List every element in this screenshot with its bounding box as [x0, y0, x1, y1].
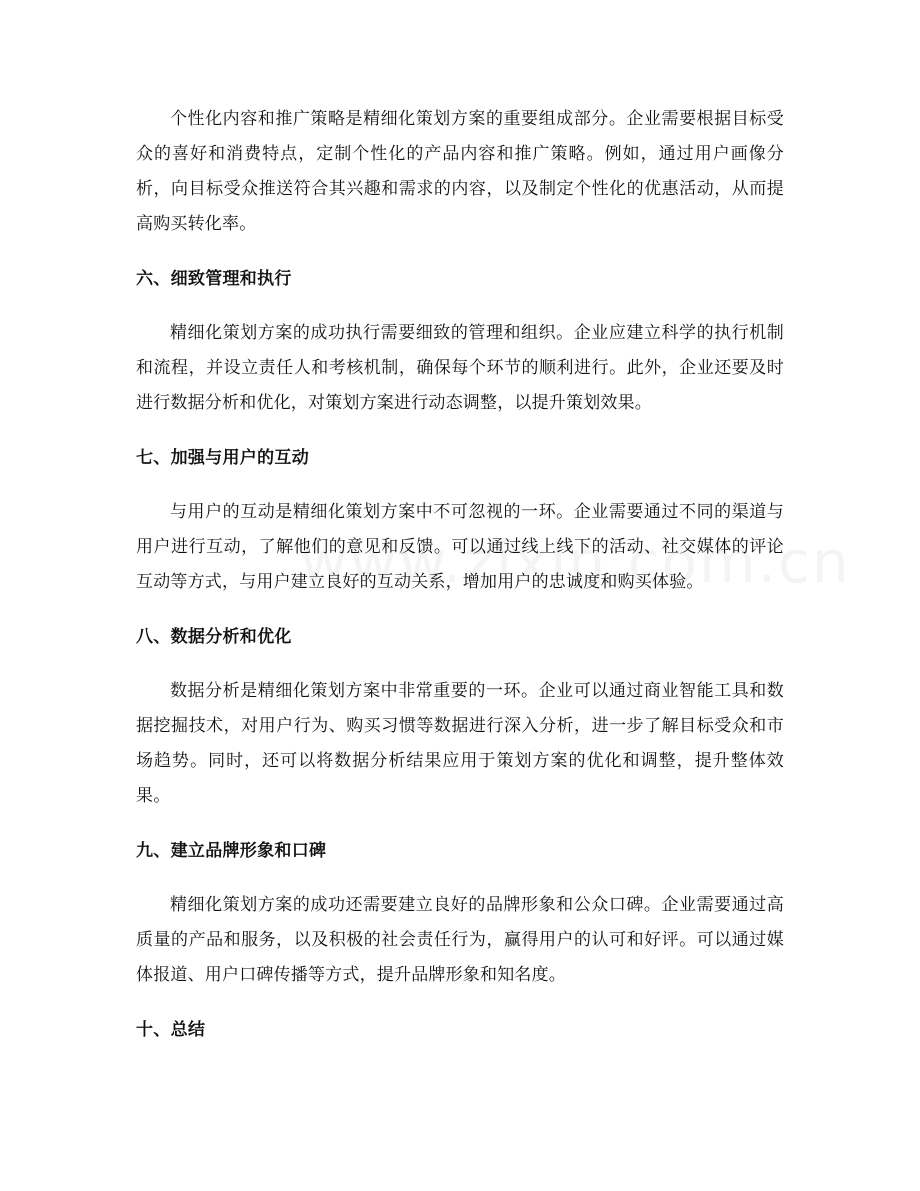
paragraph-section-7: 与用户的互动是精细化策划方案中不可忽视的一环。企业需要通过不同的渠道与用户进行互动，了解他们的意见和反馈。可以通过线上线下的活动、社交媒体的评论互动等方式，与用户建立良好的互动关系，增加用户的忠诚度和购买体验。 — [136, 502, 784, 592]
heading-section-8: 八、数据分析和优化 — [136, 627, 292, 647]
heading-section-7: 七、加强与用户的互动 — [136, 448, 309, 468]
heading-section-10: 十、总结 — [136, 1020, 206, 1040]
document-body — [136, 102, 784, 1048]
paragraph-section-8: 数据分析是精细化策划方案中非常重要的一环。企业可以通过商业智能工具和数据挖掘技术，对用户行为、购买习惯等数据进行深入分析，进一步了解目标受众和市场趋势。同时，还可以将数据分析结果应用于策划方案的优化和调整，提升整体效果。 — [136, 681, 784, 806]
heading-section-9: 九、建立品牌形象和口碑 — [136, 841, 327, 861]
paragraph-personalized-content: 个性化内容和推广策略是精细化策划方案的重要组成部分。企业需要根据目标受众的喜好和消费特点，定制个性化的产品内容和推广策略。例如，通过用户画像分析，向目标受众推送符合其兴趣和需求的内容，以及制定个性化的优惠活动，从而提高购买转化率。 — [136, 109, 784, 234]
heading-section-6: 六、细致管理和执行 — [136, 269, 292, 289]
paragraph-section-6: 精细化策划方案的成功执行需要细致的管理和组织。企业应建立科学的执行机制和流程，并设立责任人和考核机制，确保每个环节的顺利进行。此外，企业还要及时进行数据分析和优化，对策划方案进行动态调整，以提升策划效果。 — [136, 323, 784, 413]
paragraph-section-9: 精细化策划方案的成功还需要建立良好的品牌形象和公众口碑。企业需要通过高质量的产品和服务，以及积极的社会责任行为，赢得用户的认可和好评。可以通过媒体报道、用户口碑传播等方式，提升品牌形象和知名度。 — [136, 895, 784, 985]
